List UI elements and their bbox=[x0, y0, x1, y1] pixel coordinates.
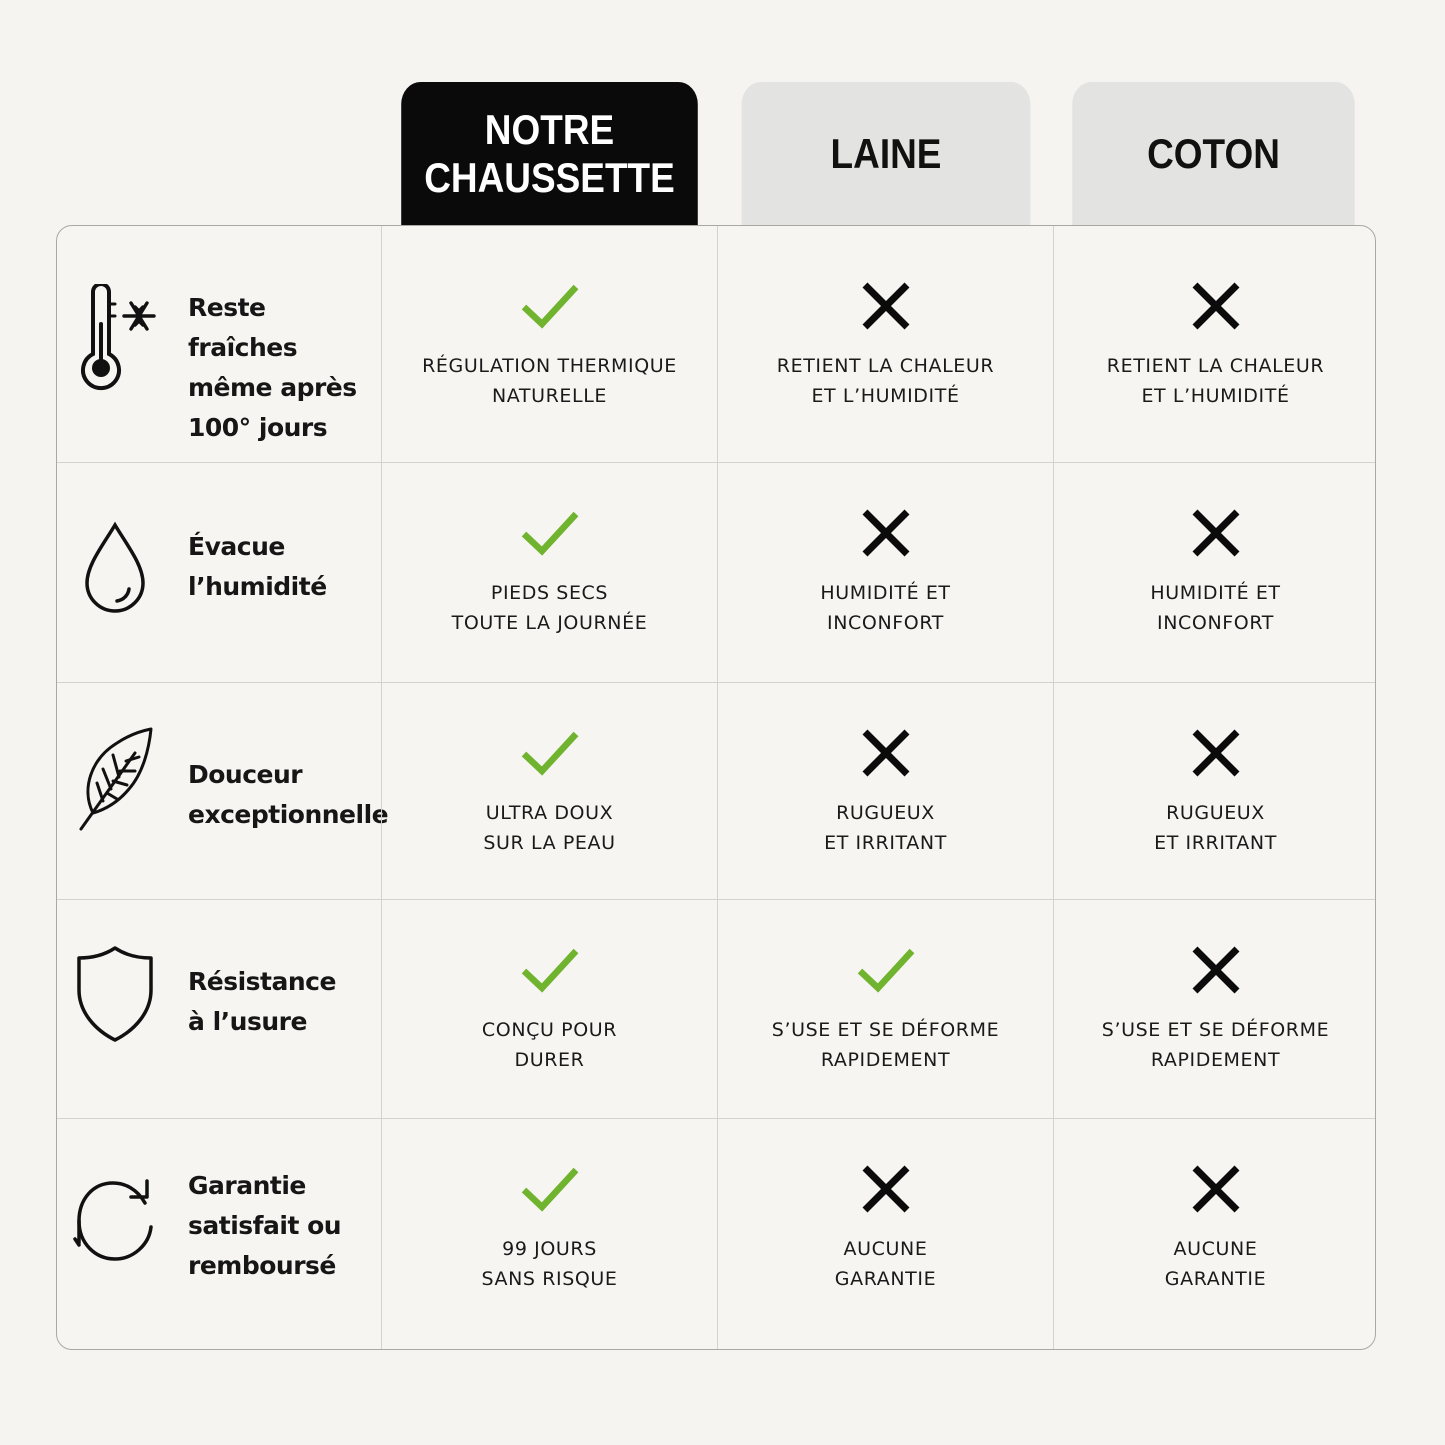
feature-label-line: remboursé bbox=[188, 1251, 336, 1280]
feature-label bbox=[188, 962, 378, 1042]
cell-description-line: ET L’HUMIDITÉ bbox=[811, 385, 960, 407]
check-icon bbox=[520, 945, 580, 995]
header-line: NOTRE bbox=[484, 105, 615, 153]
feature-label-line: à l’usure bbox=[188, 1007, 307, 1036]
cell-description-line: RAPIDEMENT bbox=[820, 1049, 951, 1071]
cell-description bbox=[382, 1015, 717, 1075]
header-line: CHAUSSETTE bbox=[424, 153, 675, 201]
cell-description-line: INCONFORT bbox=[1157, 612, 1274, 634]
cell-description-line: ULTRA DOUX bbox=[485, 802, 614, 824]
feature-label bbox=[188, 755, 389, 835]
cell-description-line: RAPIDEMENT bbox=[1150, 1049, 1281, 1071]
cross-icon bbox=[856, 508, 916, 558]
cell-description-line: HUMIDITÉ ET bbox=[820, 582, 951, 604]
cell-description-line: INCONFORT bbox=[827, 612, 944, 634]
comparison-cell bbox=[717, 683, 1053, 900]
thermometer-snowflake-icon bbox=[73, 284, 157, 394]
header-notre-chaussette bbox=[401, 82, 698, 225]
cell-description-line: NATURELLE bbox=[491, 385, 608, 407]
cell-description-line: TOUTE LA JOURNÉE bbox=[451, 612, 648, 634]
cell-description-line: AUCUNE bbox=[1173, 1238, 1258, 1260]
feature-label-line: l’humidité bbox=[188, 572, 327, 601]
comparison-cell bbox=[717, 1119, 1053, 1350]
cross-icon bbox=[1186, 945, 1246, 995]
cell-description-line: S’USE ET SE DÉFORME bbox=[1101, 1019, 1330, 1041]
feature-label-line: 100° jours bbox=[188, 413, 328, 442]
cross-icon bbox=[1186, 508, 1246, 558]
check-icon bbox=[856, 945, 916, 995]
table-row bbox=[57, 226, 1375, 462]
cell-description-line: GARANTIE bbox=[834, 1268, 937, 1290]
cell-description-line: RETIENT LA CHALEUR bbox=[776, 355, 995, 377]
table-row bbox=[57, 462, 1375, 683]
cell-description-line: RUGUEUX bbox=[836, 802, 935, 824]
cell-description-line: AUCUNE bbox=[843, 1238, 928, 1260]
feature-label-line: même après bbox=[188, 373, 357, 402]
cell-description bbox=[382, 578, 717, 638]
feature-label bbox=[188, 288, 378, 448]
header-line: COTON bbox=[1147, 129, 1280, 177]
shield-icon bbox=[73, 940, 157, 1050]
feature-label-line: Résistance bbox=[188, 967, 336, 996]
feature-label bbox=[188, 1166, 378, 1286]
comparison-cell bbox=[1053, 900, 1376, 1119]
cell-description bbox=[718, 351, 1053, 411]
header-laine bbox=[742, 82, 1031, 225]
comparison-cell bbox=[381, 226, 717, 462]
header-coton bbox=[1072, 82, 1354, 225]
cell-description-line: PIEDS SECS bbox=[490, 582, 609, 604]
cell-description bbox=[1054, 1234, 1376, 1294]
cell-description-line: SANS RISQUE bbox=[481, 1268, 618, 1290]
cell-description bbox=[382, 351, 717, 411]
feature-label-line: Garantie bbox=[188, 1171, 306, 1200]
cell-description bbox=[718, 1015, 1053, 1075]
feather-icon bbox=[73, 723, 157, 833]
cell-description bbox=[382, 798, 717, 858]
comparison-cell bbox=[717, 463, 1053, 683]
feature-label-line: Reste fraîches bbox=[188, 293, 298, 362]
cell-description-line: RUGUEUX bbox=[1166, 802, 1265, 824]
cell-description bbox=[1054, 1015, 1376, 1075]
table-row bbox=[57, 1118, 1375, 1350]
cell-description-line: RETIENT LA CHALEUR bbox=[1106, 355, 1325, 377]
check-icon bbox=[520, 1164, 580, 1214]
cell-description-line: RÉGULATION THERMIQUE bbox=[422, 355, 677, 377]
check-icon bbox=[520, 508, 580, 558]
cell-description-line: S’USE ET SE DÉFORME bbox=[771, 1019, 1000, 1041]
cell-description bbox=[718, 578, 1053, 638]
cell-description-line: 99 JOURS bbox=[502, 1238, 597, 1260]
cell-description bbox=[1054, 578, 1376, 638]
cross-icon bbox=[856, 728, 916, 778]
cross-icon bbox=[856, 1164, 916, 1214]
comparison-cell bbox=[1053, 226, 1376, 462]
feature-label-line: satisfait ou bbox=[188, 1211, 342, 1240]
comparison-cell bbox=[381, 900, 717, 1119]
comparison-cell bbox=[381, 683, 717, 900]
cell-description-line: ET L’HUMIDITÉ bbox=[1141, 385, 1290, 407]
feature-cell bbox=[57, 1119, 381, 1350]
cell-description-line: DURER bbox=[514, 1049, 585, 1071]
cell-description bbox=[1054, 798, 1376, 858]
cell-description-line: GARANTIE bbox=[1164, 1268, 1267, 1290]
feature-label-line: Douceur bbox=[188, 760, 303, 789]
comparison-cell bbox=[381, 463, 717, 683]
feature-label-line: Évacue bbox=[188, 532, 285, 561]
table-row bbox=[57, 682, 1375, 900]
water-drop-icon bbox=[73, 513, 157, 623]
cell-description bbox=[382, 1234, 717, 1294]
comparison-table bbox=[56, 225, 1376, 1350]
check-icon bbox=[520, 728, 580, 778]
header-line: LAINE bbox=[830, 129, 942, 177]
feature-cell bbox=[57, 900, 381, 1119]
cell-description bbox=[1054, 351, 1376, 411]
check-icon bbox=[520, 281, 580, 331]
feature-cell bbox=[57, 463, 381, 683]
feature-cell bbox=[57, 226, 381, 462]
cell-description bbox=[718, 798, 1053, 858]
cell-description-line: ET IRRITANT bbox=[1154, 832, 1277, 854]
cell-description-line: SUR LA PEAU bbox=[483, 832, 616, 854]
comparison-cell bbox=[381, 1119, 717, 1350]
cross-icon bbox=[1186, 728, 1246, 778]
cross-icon bbox=[1186, 281, 1246, 331]
table-row bbox=[57, 899, 1375, 1119]
cell-description-line: HUMIDITÉ ET bbox=[1150, 582, 1281, 604]
comparison-cell bbox=[717, 226, 1053, 462]
comparison-cell bbox=[1053, 463, 1376, 683]
feature-label bbox=[188, 527, 378, 607]
comparison-cell bbox=[1053, 1119, 1376, 1350]
comparison-cell bbox=[1053, 683, 1376, 900]
feature-cell bbox=[57, 683, 389, 900]
cell-description-line: CONÇU POUR bbox=[481, 1019, 618, 1041]
feature-label-line: exceptionnelle bbox=[188, 800, 389, 829]
cross-icon bbox=[856, 281, 916, 331]
cross-icon bbox=[1186, 1164, 1246, 1214]
comparison-cell bbox=[717, 900, 1053, 1119]
cell-description-line: ET IRRITANT bbox=[824, 832, 947, 854]
cell-description bbox=[718, 1234, 1053, 1294]
refresh-arrow-icon bbox=[73, 1167, 157, 1277]
